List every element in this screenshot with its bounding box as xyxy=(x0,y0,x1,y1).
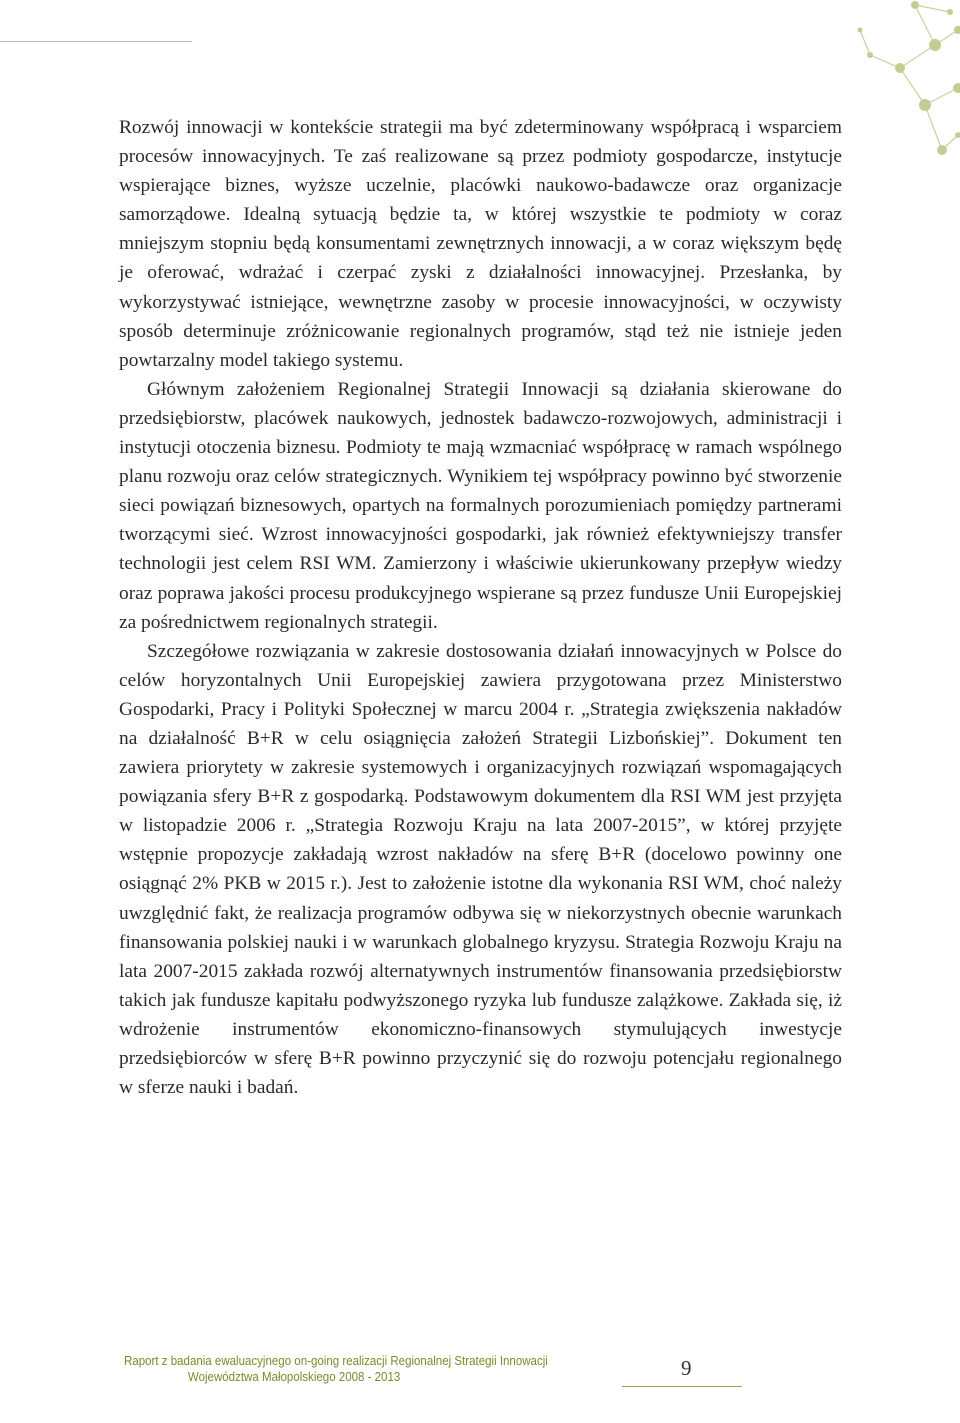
header-rule xyxy=(0,41,192,42)
paragraph-1: Rozwój innowacji w kontekście strategii ma być zdeterminowany współpracą i wsparciem procesów innowacyjnych. Te zaś realizowane są przez podmioty gospodarcze, instytucje wspierające biznes, wyższe uczelnie, placówki naukowo-badawcze oraz organizacje samorządowe. Idealną sytuacją będzie ta, w której wszystkie te podmioty w coraz mniejszym stopniu będą konsumentami zewnętrznych innowacji, a w coraz większym będę je oferować, wdrażać i czerpać zyski z działalności innowacyjnej. Przesłanka, by wykorzystywać istniejące, wewnętrzne zasoby w procesie innowacyjności, w oczywisty sposób determinuje zróżnicowanie regionalnych programów, stąd też nie istnieje jeden powtarzalny model takiego systemu. xyxy=(119,117,842,371)
paragraph-2: Głównym założeniem Regionalnej Strategii Innowacji są działania skierowane do przedsiębiorstw, placówek naukowych, jednostek badawczo-rozwojowych, administracji i instytucji otoczenia biznesu. Podmioty te mają wzmacniać współpracę w ramach wspólnego planu rozwoju oraz celów strategicznych. Wynikiem tej współpracy powinno być stworzenie sieci powiązań biznesowych, opartych na formalnych porozumieniach pomiędzy partnerami tworzącymi sieć. Wzrost innowacyjności gospodarki, jak również efektywniejszy transfer technologii jest celem RSI WM. Zamierzony i właściwie ukierunkowany przepływ wiedzy oraz poprawa jakości procesu produkcyjnego wspierane są przez fundusze Unii Europejskiej za pośrednictwem regionalnych strategii. xyxy=(119,378,842,633)
network-graphic xyxy=(830,0,960,175)
paragraph-3: Szczegółowe rozwiązania w zakresie dostosowania działań innowacyjnych w Polsce do celów horyzontalnych Unii Europejskiej zawiera przygotowana przez Ministerstwo Gospodarki, Pracy i Polityki Społecznej w marcu 2004 r. „Strategia zwiększenia nakładów na działalność B+R w celu osiągnięcia założeń Strategii Lizbońskiej”. Dokument ten zawiera priorytety w zakresie systemowych i organizacyjnych rozwiązań wspomagających powiązania sfery B+R z gospodarką. Podstawowym dokumentem dla RSI WM jest przyjęta w listopadzie 2006 r. „Strategia Rozwoju Kraju na lata 2007-2015”, w której przyjęte wstępnie propozycje zakładają wzrost nakładów na sferę B+R (docelowo powinny one osiągnąć 2% PKB w 2015 r.). Jest to założenie istotne dla wykonania RSI WM, choć należy uwzględnić fakt, że realizacja programów odbywa się w niekorzystnych obecnie warunkach finansowania polskiej nauki i w warunkach globalnego kryzysu. Strategia Rozwoju Kraju na lata 2007-2015 zakłada rozwój alternatywnych instrumentów finansowania przedsiębiorstw takich jak fundusze kapitału podwyższonego ryzyka lub fundusze zalążkowe. Zakłada się, iż wdrożenie instrumentów ekonomiczno-finansowych stymulujących inwestycje przedsiębiorców w sferę B+R powinno przyczynić się do rozwoju potencjału regionalnego w sferze nauki i badań. xyxy=(119,640,842,1099)
footer-caption xyxy=(124,1353,548,1385)
page-number: 9 xyxy=(681,1356,692,1380)
body-text xyxy=(119,113,842,1102)
footer-line-1: Raport z badania ewaluacyjnego on-going realizacji Regionalnej Strategii Innowacji xyxy=(124,1353,548,1368)
footer-rule xyxy=(622,1386,742,1387)
footer-line-2: Województwa Małopolskiego 2008 - 2013 xyxy=(187,1369,401,1384)
